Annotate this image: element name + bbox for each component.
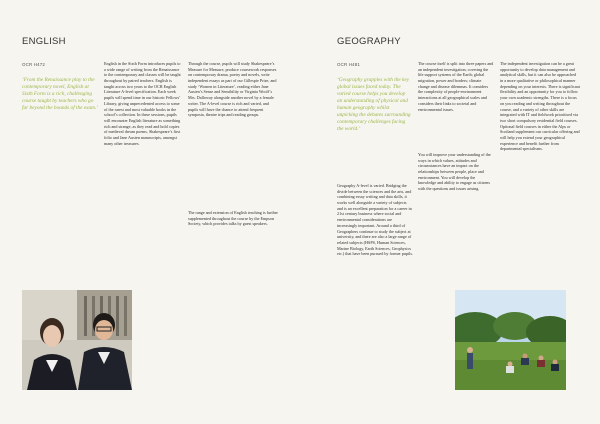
english-students-photo bbox=[22, 290, 132, 390]
english-ocr-code: OCR H472 bbox=[22, 62, 46, 67]
geography-column-2a: The course itself is split into three papers and an independent investigation, covering the life support systems of the Earth; global migration, power and borders; climate change and disease dilemmas. It considers the complexity of people-environment interactions at all geographical scales and considers their links to societal and environmental issues. bbox=[418, 61, 494, 112]
english-column-1: English in the Sixth Form introduces pupils to a wide range of writing from the Renaissance to the contemporary and classes will be taught throughout by paired teachers. English is taught across two years to the OCR English Literature A-level specification. Each week pupils will spend time in our historic Fellows’ Library, giving unprecedented access to some of the rarest and most valuable books in the school’s collection. In these sessions, pupils will encounter English literature as something rich and strange, as they read and hold copies of medieval dream poems, Shakespeare’s first folio and Jane Austen manuscripts, amongst many other treasures. bbox=[104, 61, 181, 146]
english-column-2b: The range and extension of English teaching is further supplemented throughout the course by the Empson Society, which provides talks by guest speakers. bbox=[188, 210, 278, 227]
english-quote: ‘From the Renaissance play to the contemporary novel, English at Sixth Form is a rich, challenging course taught by teachers who go far beyond the bounds of the exam.’ bbox=[22, 77, 99, 111]
geography-heading: GEOGRAPHY bbox=[337, 36, 401, 47]
english-column-2a: Through the course, pupils will study Shakespeare’s Measure for Measure, produce coursework responses on contemporary drama, poetry and novels, write independent essays as part of our Gillespie Prize, and study ‘Women in Literature’, reading either Jane Austen’s Sense and Sensibility or Virginia Woolf’s Mrs. Dalloway alongside another novel by a female writer. The A-level course is rich and varied, and pupils will have the chance to attend frequent symposia, theatre trips and reading groups. bbox=[188, 61, 277, 118]
geography-column-2b: You will improve your understanding of the ways in which values, attitudes and circumstances have an impact on the relationships between people, place and environment. You will develop the knowledge and ability to engage as citizens with the questions and issues arising. bbox=[418, 152, 491, 192]
geography-column-3: The independent investigation can be a great opportunity to develop data management and analytical skills, but it can also be approached in a more qualitative or philosophical manner depending on your interests. There is significant flexibility and an opportunity for you to follow your own academic strengths. There is a focus on you reading and writing throughout the course, and a variety of other skills are integrated with IT and fieldwork prioritised via two short compulsory residential field courses. Optional field courses in either the Alps or Scotland supplement our curricular offering and will help you extend your geographical experience and benefit further from departmental specialisms. bbox=[500, 61, 580, 152]
geography-fieldwork-photo bbox=[455, 290, 566, 390]
geography-column-1: Geography A-level is varied. Bridging the divide between the sciences and the arts, and combining essay writing and data skills, it works well alongside a variety of subjects and is an excellent preparation for a career in 21st century business where social and environmental considerations are increasingly important. Around a third of Geographers continue to study the subject at university, and there are also a large range of related subjects (HSPS, Human Sciences, Marine Biology, Earth Sciences, Geophysics etc.) that have been pursued by former pupils. bbox=[337, 183, 414, 257]
geography-ocr-code: OCR H481 bbox=[337, 62, 361, 67]
english-heading: ENGLISH bbox=[22, 36, 66, 47]
geography-quote: ‘Geography grapples with the key global issues faced today. The varied course helps you develop an understanding of physical and human geography whilst unpicking the debates surrounding contemporary challenges facing the world.’ bbox=[337, 77, 411, 132]
